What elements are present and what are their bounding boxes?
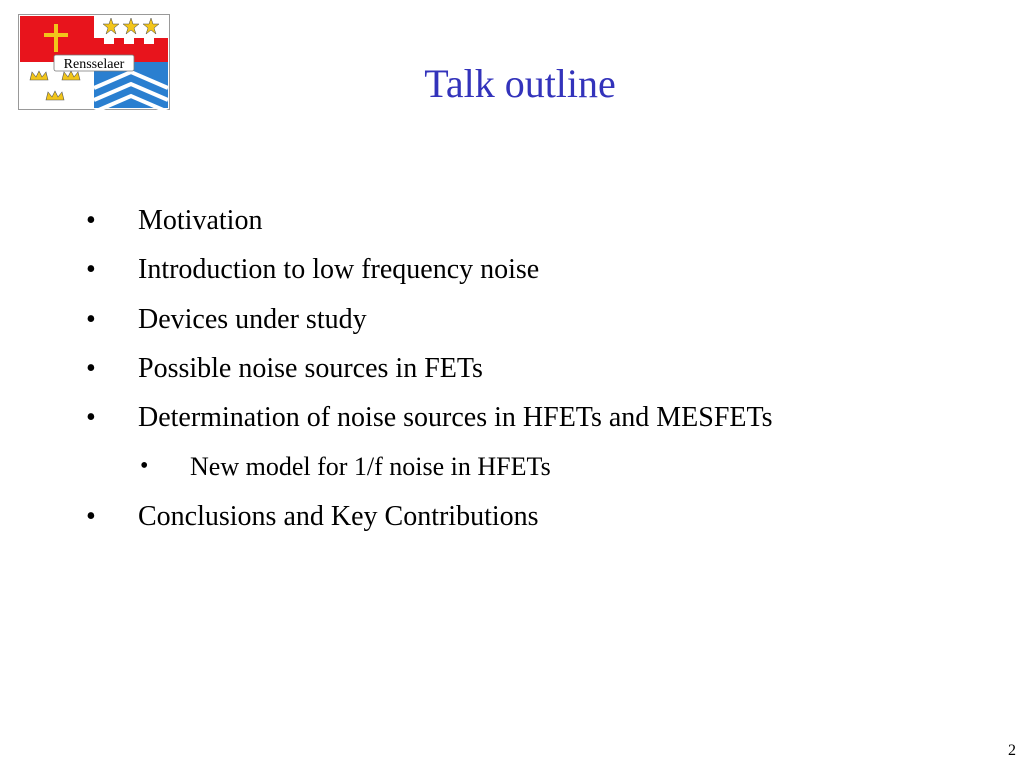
bullet-item xyxy=(0,393,1024,442)
bullet-symbol: • xyxy=(86,352,96,384)
bullet-item xyxy=(0,295,1024,344)
bullet-item xyxy=(0,344,1024,393)
rensselaer-logo xyxy=(18,14,170,110)
bullet-item xyxy=(0,492,1024,541)
bullet-text: Devices under study xyxy=(138,303,367,335)
bullet-symbol: • xyxy=(86,254,96,286)
page-number: 2 xyxy=(1008,742,1016,759)
bullet-symbol: • xyxy=(86,303,96,335)
bullet-symbol: • xyxy=(86,205,96,236)
bullet-text: Possible noise sources in FETs xyxy=(138,352,483,384)
bullet-text: Motivation xyxy=(138,205,263,236)
bullet-item xyxy=(0,196,1024,245)
bullet-text: New model for 1/f noise in HFETs xyxy=(190,452,551,482)
bullet-symbol: • xyxy=(86,500,96,532)
slide-title: Talk outline xyxy=(424,61,616,106)
bullet-symbol: • xyxy=(140,453,149,480)
bullet-list xyxy=(0,196,1024,541)
bullet-symbol: • xyxy=(86,402,96,434)
bullet-text: Conclusions and Key Contributions xyxy=(138,500,539,532)
bullet-text: Introduction to low frequency noise xyxy=(138,254,540,286)
bullet-text: Determination of noise sources in HFETs and MESFETs xyxy=(138,402,773,434)
sub-bullet-item xyxy=(0,442,1024,491)
logo-wordmark: Rensselaer xyxy=(63,57,125,72)
bullet-item xyxy=(0,245,1024,294)
